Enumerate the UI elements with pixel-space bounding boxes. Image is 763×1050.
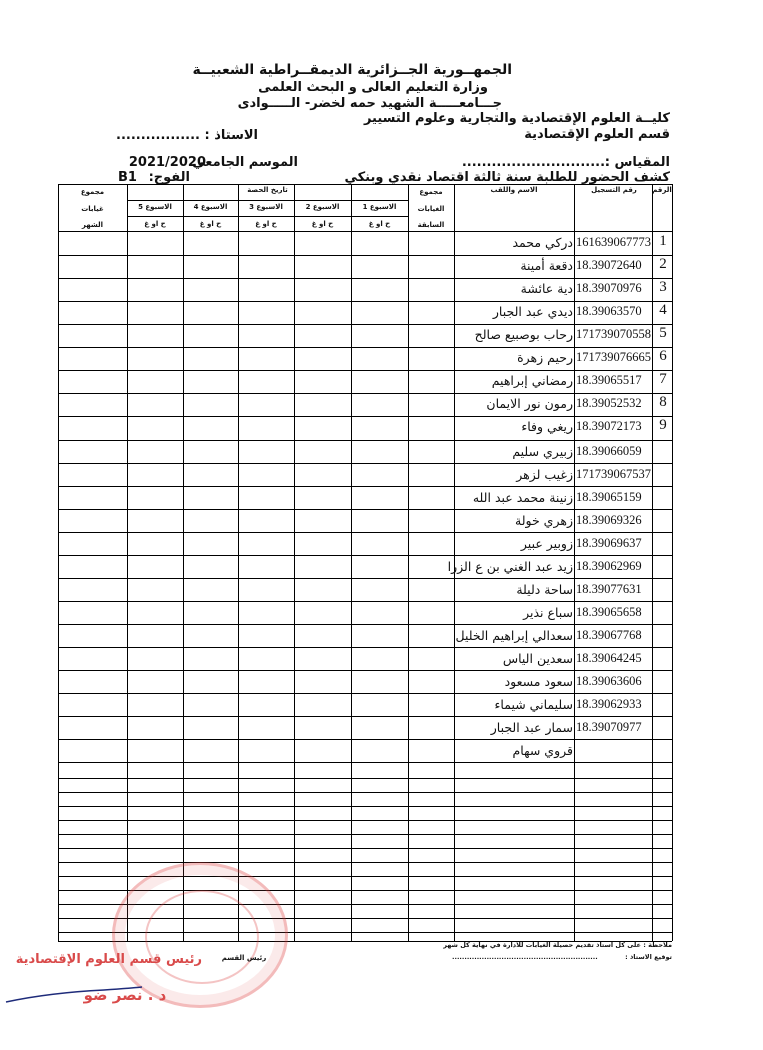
registration-number: 18.39062933: [576, 697, 642, 711]
head-label: رئيس القسم: [221, 954, 267, 962]
table-hline: [58, 670, 672, 671]
table-hline: [58, 486, 672, 487]
subject-dots: ..............................: [461, 155, 610, 170]
col-prev-header-1: مجموع: [419, 188, 443, 196]
table-hline: [58, 834, 672, 835]
week-header-4: الاسبوع 4: [193, 203, 228, 211]
col-month-header-3: الشهر: [81, 221, 104, 229]
col-month-header-2: غيابات: [81, 205, 104, 213]
student-name: رمضاني إبراهيم: [491, 373, 573, 388]
row-number: 9: [659, 417, 667, 433]
col-reg-header: رقم التسجيل: [591, 186, 637, 194]
row-number: 7: [659, 371, 667, 387]
table-hline: [58, 301, 672, 302]
season-label: الموسم الجامعي: [192, 155, 298, 170]
week-header-3: الاسبوع 3: [249, 203, 283, 211]
table-vline: [408, 184, 409, 941]
registration-number: 161639067773: [576, 235, 651, 249]
registration-number: 18.39065658: [576, 605, 642, 619]
week-sub-1: ح او غ: [368, 220, 391, 228]
table-hline: [58, 862, 672, 863]
student-name: سمار عبد الجبار: [490, 720, 573, 735]
student-name: رحيم زهرة: [517, 350, 573, 365]
table-hline: [127, 216, 408, 217]
table-hline: [58, 278, 672, 279]
table-hline: [58, 555, 672, 556]
signature-dots: ...........................................................: [452, 953, 598, 961]
stamp-title: رئيس قسم العلوم الإقتصادية: [15, 952, 202, 967]
table-hline: [58, 820, 672, 821]
col-no-header: الرقم: [652, 186, 672, 194]
university-title: جـــامعـــــة الشهيد حمه لخضر- الـــــوادى: [237, 96, 502, 111]
table-hline: [58, 792, 672, 793]
student-name: سباع نذير: [523, 605, 573, 620]
row-number: 3: [659, 279, 667, 295]
ministry-title: وزارة التعليم العالى و البحث العلمى: [258, 80, 488, 95]
col-prev-header-2: الغيابات: [417, 205, 445, 213]
registration-number: 18.39070976: [576, 281, 642, 295]
student-name: سعود مسعود: [504, 674, 573, 689]
table-hline: [58, 393, 672, 394]
table-hline: [58, 184, 672, 185]
student-name: سليماني شيماء: [494, 697, 573, 712]
table-hline: [58, 739, 672, 740]
week-header-1: الاسبوع 1: [362, 203, 397, 211]
signature-scribble: [4, 984, 144, 1006]
table-hline: [58, 509, 672, 510]
week-sub-2: ح او غ: [311, 220, 334, 228]
table-hline: [58, 762, 672, 763]
table-hline: [127, 200, 408, 201]
row-number: 8: [659, 394, 667, 410]
table-hline: [58, 416, 672, 417]
table-hline: [58, 778, 672, 779]
table-hline: [58, 440, 672, 441]
attendance-title: كشف الحضور للطلبة سنة ثالثة اقتصاد نقدي وبنكي: [344, 170, 670, 185]
footer-note: ملاحظة : على كل استاذ تقديم حصيلة الغيابات للادارة في نهاية كل شهر: [443, 941, 672, 949]
group-value: B1: [118, 170, 137, 185]
faculty-title: كليــة العلوم الإقتصادية والتجارية وعلوم التسيير: [363, 111, 670, 126]
student-name: دقعة أمينة: [520, 258, 573, 273]
professor-label: الاستاذ :: [204, 128, 258, 143]
student-name: سعدين الياس: [502, 651, 573, 666]
student-name: زهري خولة: [515, 513, 573, 528]
student-name: زبيري سليم: [512, 444, 573, 459]
col-date-header: تاريخ الحصة: [247, 186, 288, 194]
col-prev-header-3: السابقة: [417, 221, 445, 229]
col-month-header-1: مجموع: [80, 188, 105, 196]
table-hline: [58, 693, 672, 694]
registration-number: 18.39052532: [576, 396, 642, 410]
student-name: زنينة محمد عبد الله: [472, 490, 573, 505]
table-vline: [127, 184, 128, 941]
week-sub-4: ح او غ: [199, 220, 222, 228]
department-title: قسم العلوم الإقتصادية: [524, 127, 670, 142]
student-name: سعدالي إبراهيم الخليل: [455, 628, 573, 643]
registration-number: 171739067537: [576, 467, 651, 481]
registration-number: 18.39062969: [576, 559, 642, 573]
col-name-header: الاسم واللقب: [490, 186, 538, 194]
stamp-name: د . نصر ضو: [83, 986, 167, 1004]
student-name: رحاب بوصبيع صالح: [474, 327, 573, 342]
week-header-2: الاسبوع 2: [305, 203, 340, 211]
row-number: 6: [659, 348, 667, 364]
registration-number: 18.39065159: [576, 490, 642, 504]
professor-dots: .................: [116, 128, 200, 143]
registration-number: 18.39065517: [576, 373, 642, 387]
student-name: رمون نور الايمان: [486, 396, 573, 411]
student-name: ديدي عبد الجبار: [492, 304, 573, 319]
table-hline: [58, 231, 672, 232]
student-name: زوبير عبير: [520, 536, 573, 551]
table-hline: [58, 532, 672, 533]
registration-number: 18.39067768: [576, 628, 642, 642]
table-hline: [58, 324, 672, 325]
table-hline: [58, 255, 672, 256]
table-vline: [574, 184, 575, 941]
row-number: 4: [659, 302, 667, 318]
registration-number: 171739070558: [576, 327, 651, 341]
student-name: زيد عبد الغني بن ع الزرا: [447, 559, 573, 574]
registration-number: 18.39072173: [576, 419, 642, 433]
row-number: 5: [659, 325, 667, 341]
row-number: 1: [659, 233, 667, 249]
table-vline: [238, 184, 239, 941]
registration-number: 18.39069326: [576, 513, 642, 527]
table-vline: [351, 184, 352, 941]
registration-number: 18.39066059: [576, 444, 642, 458]
registration-number: 18.39069637: [576, 536, 642, 550]
table-hline: [58, 716, 672, 717]
table-hline: [58, 601, 672, 602]
republic-title: الجمهــورية الجــزائرية الديمقــراطية الشعبيــة: [192, 62, 512, 78]
student-name: دركي محمد: [512, 235, 573, 250]
registration-number: 18.39063570: [576, 304, 642, 318]
table-hline: [58, 624, 672, 625]
table-vline: [672, 184, 673, 941]
table-hline: [58, 848, 672, 849]
registration-number: 18.39077631: [576, 582, 642, 596]
student-name: دية عائشة: [520, 281, 573, 296]
registration-number: 18.39070977: [576, 720, 642, 734]
student-name: ريغي وفاء: [521, 419, 573, 434]
table-vline: [294, 184, 295, 941]
signature-label: توقيع الاستاذ :: [625, 953, 672, 961]
season-value: 2021/2020: [128, 155, 206, 170]
group-label: الفوج:: [148, 170, 190, 185]
table-vline: [183, 184, 184, 941]
table-hline: [58, 806, 672, 807]
table-hline: [58, 647, 672, 648]
table-hline: [58, 347, 672, 348]
week-sub-5: ح او غ: [144, 220, 166, 228]
student-name: ساحة دليلة: [516, 582, 573, 597]
week-header-5: الاسبوع 5: [138, 203, 172, 211]
student-name: قروي سهام: [512, 743, 573, 758]
table-hline: [58, 463, 672, 464]
week-sub-3: ح او غ: [255, 220, 277, 228]
registration-number: 18.39064245: [576, 651, 642, 665]
registration-number: 18.39063606: [576, 674, 642, 688]
row-number: 2: [659, 256, 667, 272]
student-name: زغيب لزهر: [516, 467, 573, 482]
table-hline: [58, 578, 672, 579]
registration-number: 171739076665: [576, 350, 651, 364]
subject-label: المقياس :: [604, 155, 670, 170]
registration-number: 18.39072640: [576, 258, 642, 272]
table-vline: [58, 184, 59, 941]
table-hline: [58, 370, 672, 371]
